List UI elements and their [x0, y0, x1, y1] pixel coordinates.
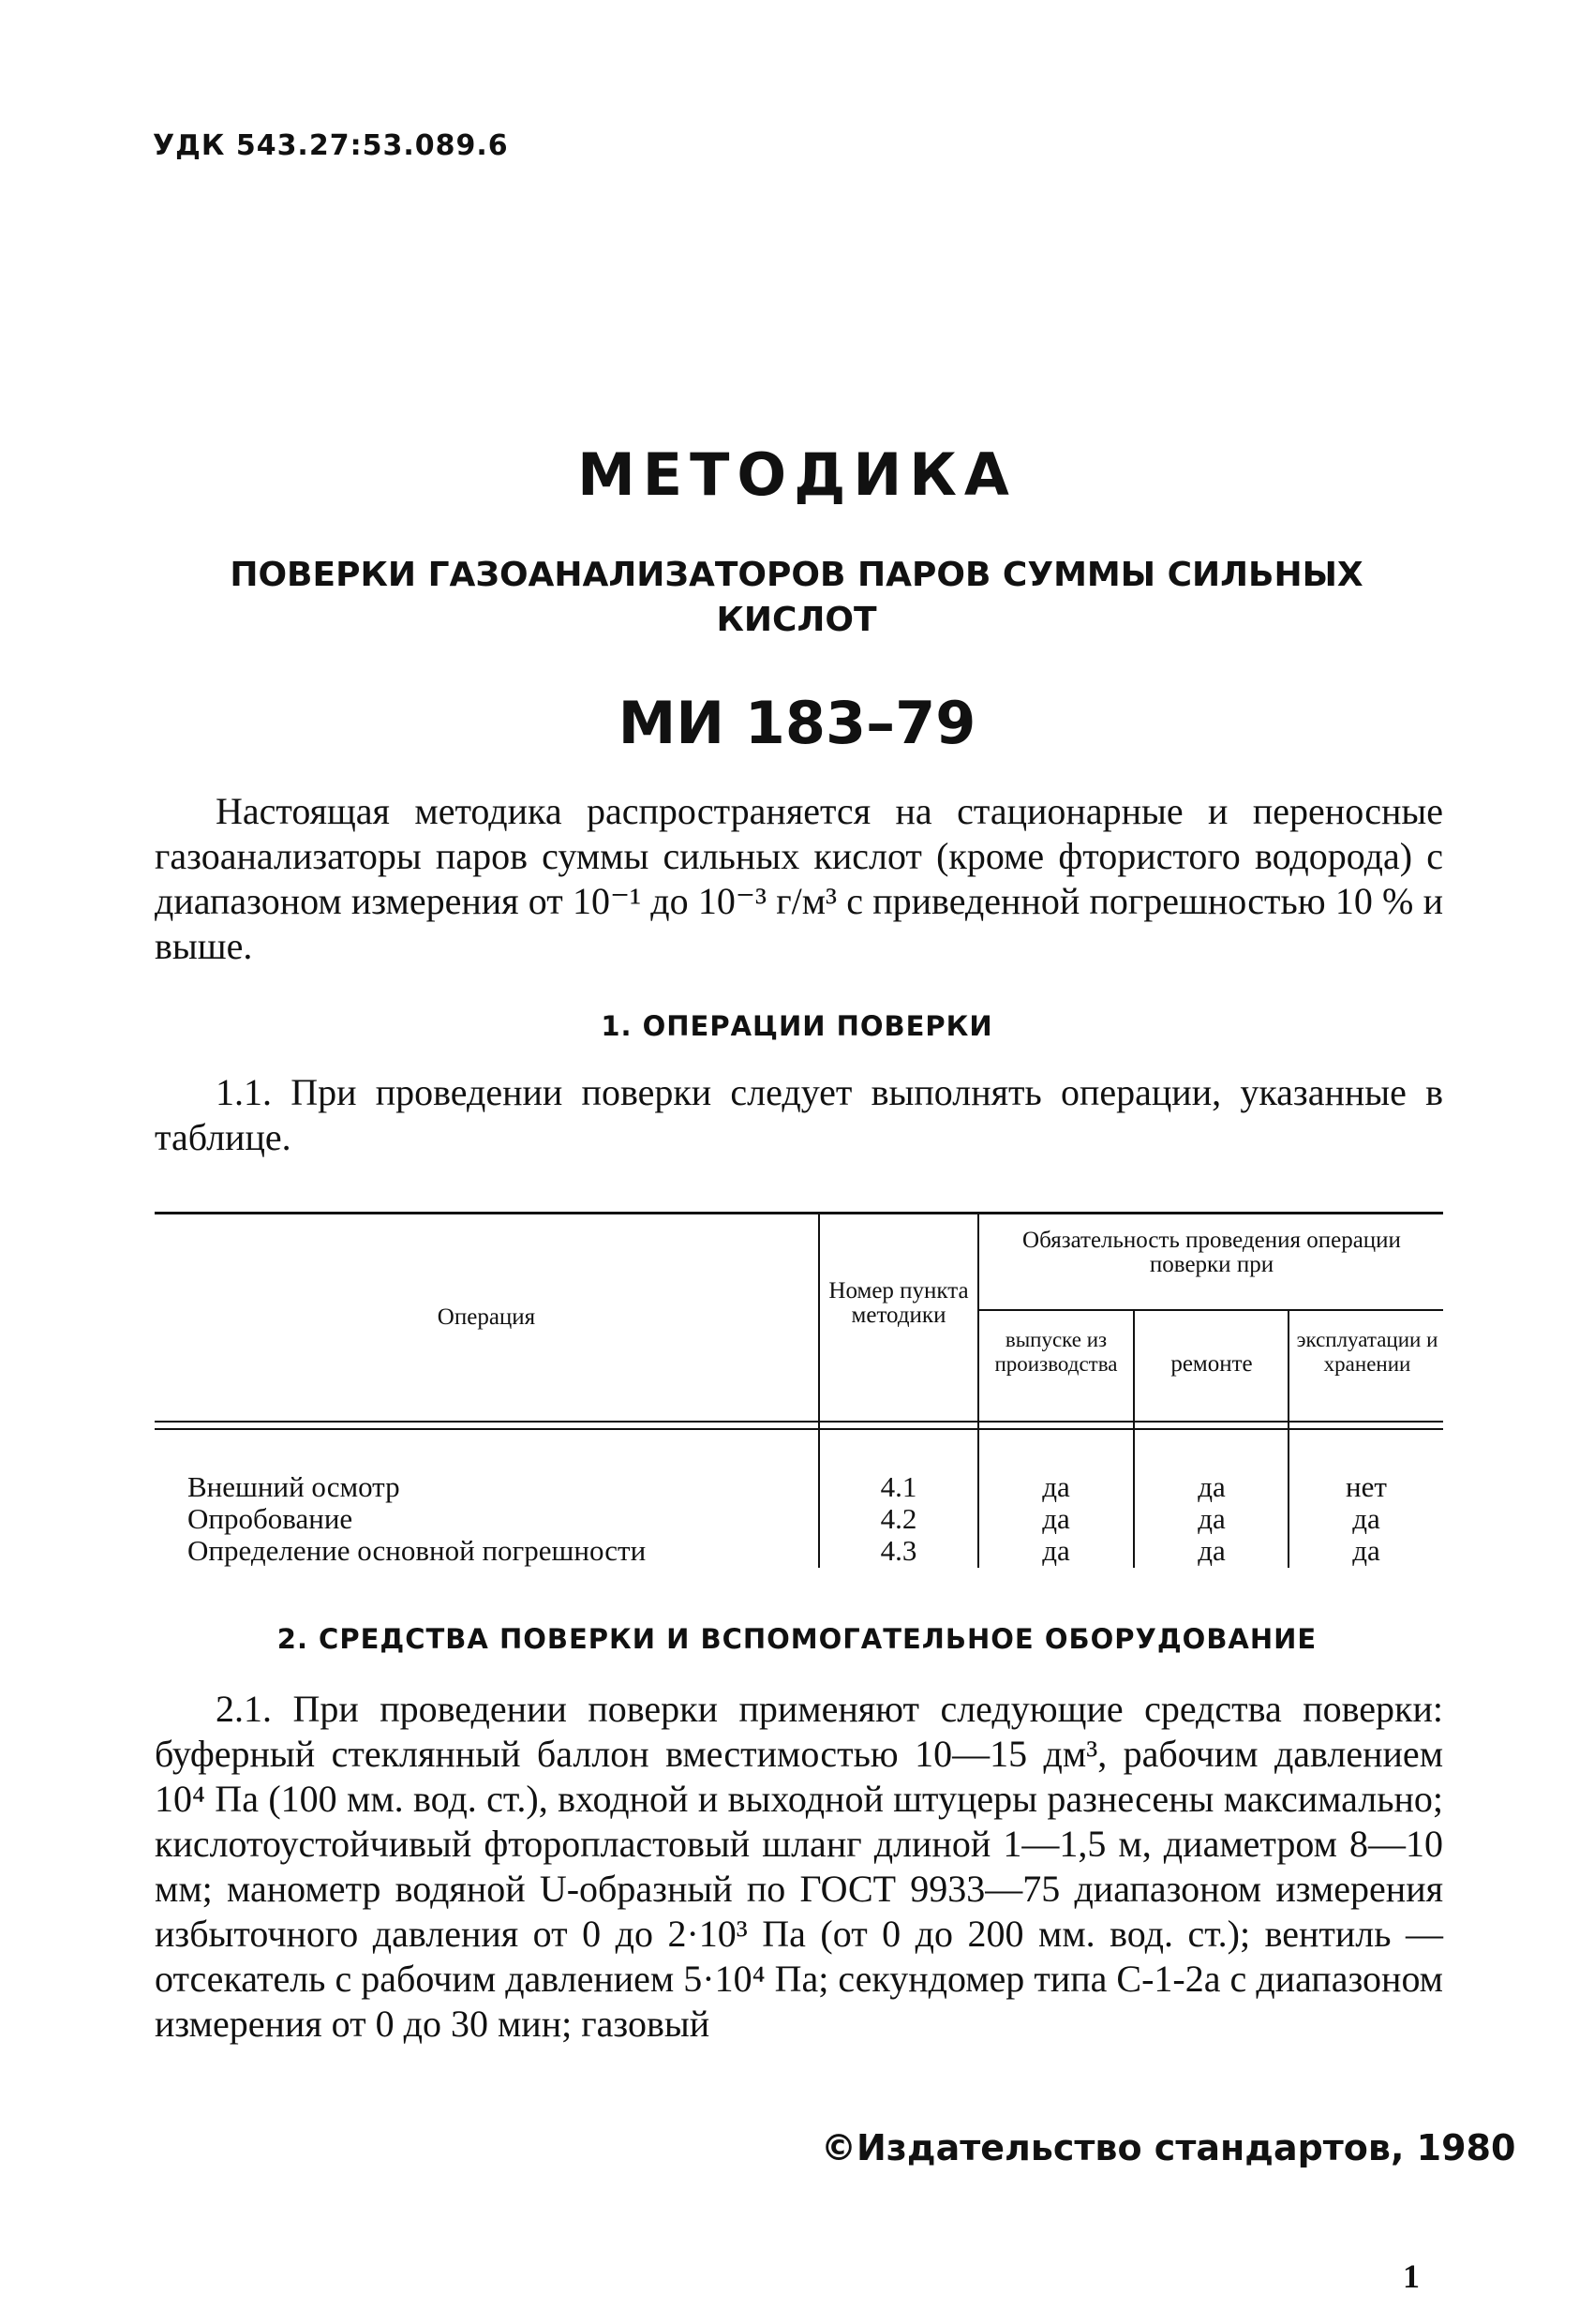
row-1-repair: да: [1198, 1470, 1226, 1503]
header-item-number: Номер пункта методики: [828, 1278, 969, 1328]
table-header-rule-2: [155, 1428, 1443, 1430]
section-2-text: 2.1. При проведении поверки применяют следующие средства поверки: буферный стеклянный баллон вместимостью 10—15 дм³, рабочим давлением 10⁴ Па (100 мм. вод. ст.), входной и выходной штуцеры разнесены максимально; кислотоустойчивый фторопластовый шланг длиной 1—1,5 м, диаметром 8—10 мм; манометр водяной U-образный по ГОСТ 9933—75 диапазоном измерения избыточного давления от 0 до 2·10³ Па (от 0 до 200 мм. вод. ст.); вентиль — отсекатель с рабочим давлением 5·10⁴ Па; секундомер типа С-1-2а с диапазоном измерения от 0 до 30 мин; газовый: [155, 1688, 1443, 2045]
copyright-notice: ©Издательство стандартов, 1980: [821, 2127, 1516, 2168]
row-3-repair: да: [1198, 1534, 1226, 1567]
table-vline-4: [1288, 1309, 1289, 1568]
section-2-paragraph: [155, 1687, 1443, 2047]
intro-paragraph: [155, 789, 1443, 969]
header-release: выпуске из производства: [994, 1328, 1118, 1376]
header-operation: Операция: [437, 1304, 536, 1330]
table-top-rule: [155, 1212, 1443, 1214]
row-2-repair: да: [1198, 1502, 1226, 1535]
row-3-exploitation: да: [1352, 1534, 1380, 1567]
row-1-exploitation: нет: [1346, 1470, 1387, 1503]
document-code: МИ 183–79: [618, 689, 976, 757]
row-2-operation: Опробование: [187, 1502, 353, 1535]
row-3-item: 4.3: [880, 1534, 917, 1567]
header-obligation: Обязательность проведения операции поверки при: [1022, 1228, 1401, 1277]
udk-code: УДК 543.27:53.089.6: [153, 129, 509, 162]
operations-table: [155, 1212, 1443, 1568]
row-2-exploitation: да: [1352, 1502, 1380, 1535]
table-vline-2: [977, 1212, 979, 1568]
section-1-paragraph: [155, 1070, 1443, 1160]
row-2-item: 4.2: [880, 1502, 917, 1535]
page-number: 1: [1403, 2257, 1420, 2295]
table-vline-1: [818, 1212, 820, 1568]
row-3-release: да: [1042, 1534, 1070, 1567]
table-subheader-rule: [977, 1309, 1443, 1311]
row-1-operation: Внешний осмотр: [187, 1470, 400, 1503]
document-title: МЕТОДИКА: [577, 440, 1017, 509]
table-header-rule-1: [155, 1421, 1443, 1423]
header-exploitation: эксплуатации и хранении: [1296, 1328, 1438, 1376]
document-subtitle: ПОВЕРКИ ГАЗОАНАЛИЗАТОРОВ ПАРОВ СУММЫ СИЛЬНЫХ КИСЛОТ: [230, 556, 1363, 639]
row-1-item: 4.1: [880, 1470, 917, 1503]
section-2-heading: 2. СРЕДСТВА ПОВЕРКИ И ВСПОМОГАТЕЛЬНОЕ ОБОРУДОВАНИЕ: [276, 1623, 1318, 1655]
table-vline-3: [1133, 1309, 1135, 1568]
header-repair: ремонте: [1170, 1351, 1253, 1377]
section-1-heading: 1. ОПЕРАЦИИ ПОВЕРКИ: [601, 1010, 993, 1042]
row-2-release: да: [1042, 1502, 1070, 1535]
row-3-operation: Определение основной погрешности: [187, 1534, 647, 1567]
intro-text: Настоящая методика распространяется на стационарные и переносные газоанализаторы паров суммы сильных кислот (кроме фтористого водорода) с диапазоном измерения от 10⁻¹ до 10⁻³ г/м³ с приведенной погрешностью 10 % и выше.: [155, 790, 1443, 967]
row-1-release: да: [1042, 1470, 1070, 1503]
section-1-text: 1.1. При проведении поверки следует выполнять операции, указанные в таблице.: [155, 1071, 1443, 1158]
